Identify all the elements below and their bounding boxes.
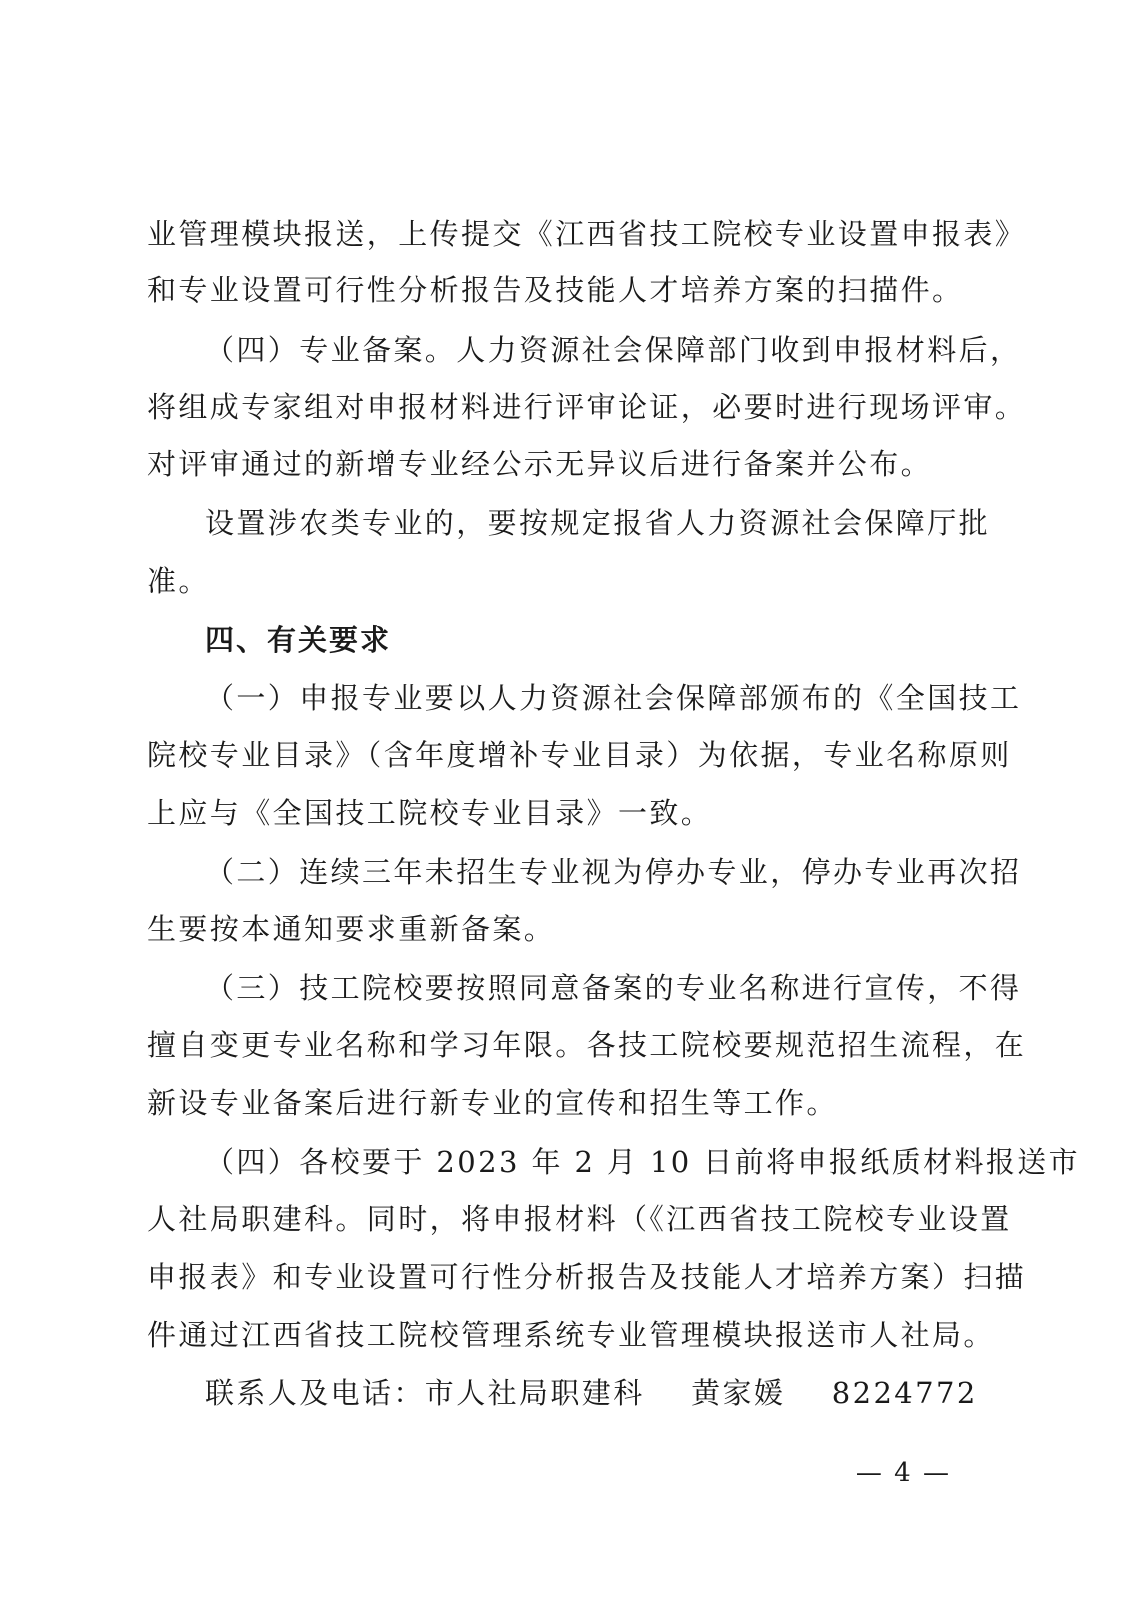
paragraph-line: 新设专业备案后进行新专业的宣传和招生等工作。	[147, 1086, 838, 1120]
paragraph-line: 擅自变更专业名称和学习年限。各技工院校要规范招生流程，在	[147, 1028, 1027, 1062]
paragraph-line: 上应与《全国技工院校专业目录》一致。	[147, 796, 713, 830]
paragraph-line: （四）各校要于 2023 年 2 月 10 日前将申报纸质材料报送市	[205, 1145, 1081, 1179]
paragraph-line: 将组成专家组对申报材料进行评审论证，必要时进行现场评审。	[147, 390, 1027, 424]
paragraph-line: 和专业设置可行性分析报告及技能人才培养方案的扫描件。	[147, 273, 964, 307]
contact-line: 联系人及电话：市人社局职建科 黄家媛 8224772	[205, 1376, 978, 1410]
paragraph-line: 业管理模块报送，上传提交《江西省技工院校专业设置申报表》	[147, 217, 1027, 251]
paragraph-line: （二）连续三年未招生专业视为停办专业，停办专业再次招	[205, 855, 1022, 889]
paragraph-line: 申报表》和专业设置可行性分析报告及技能人才培养方案）扫描	[147, 1260, 1027, 1294]
paragraph-line: 设置涉农类专业的，要按规定报省人力资源社会保障厅批	[205, 506, 991, 540]
paragraph-line: 生要按本通知要求重新备案。	[147, 912, 556, 946]
paragraph-line: 人社局职建科。同时，将申报材料（《江西省技工院校专业设置	[147, 1202, 1012, 1236]
page-number: — 4 —	[855, 1458, 951, 1488]
paragraph-line: 院校专业目录》（含年度增补专业目录）为依据，专业名称原则	[147, 738, 1012, 772]
paragraph-line: 件通过江西省技工院校管理系统专业管理模块报送市人社局。	[147, 1318, 995, 1352]
section-heading: 四、有关要求	[205, 623, 392, 657]
paragraph-line: 准。	[147, 564, 210, 598]
paragraph-line: （四）专业备案。人力资源社会保障部门收到申报材料后，	[205, 333, 1022, 367]
paragraph-line: （一）申报专业要以人力资源社会保障部颁布的《全国技工	[205, 681, 1022, 715]
paragraph-line: 对评审通过的新增专业经公示无异议后进行备案并公布。	[147, 447, 933, 481]
paragraph-line: （三）技工院校要按照同意备案的专业名称进行宣传，不得	[205, 971, 1022, 1005]
